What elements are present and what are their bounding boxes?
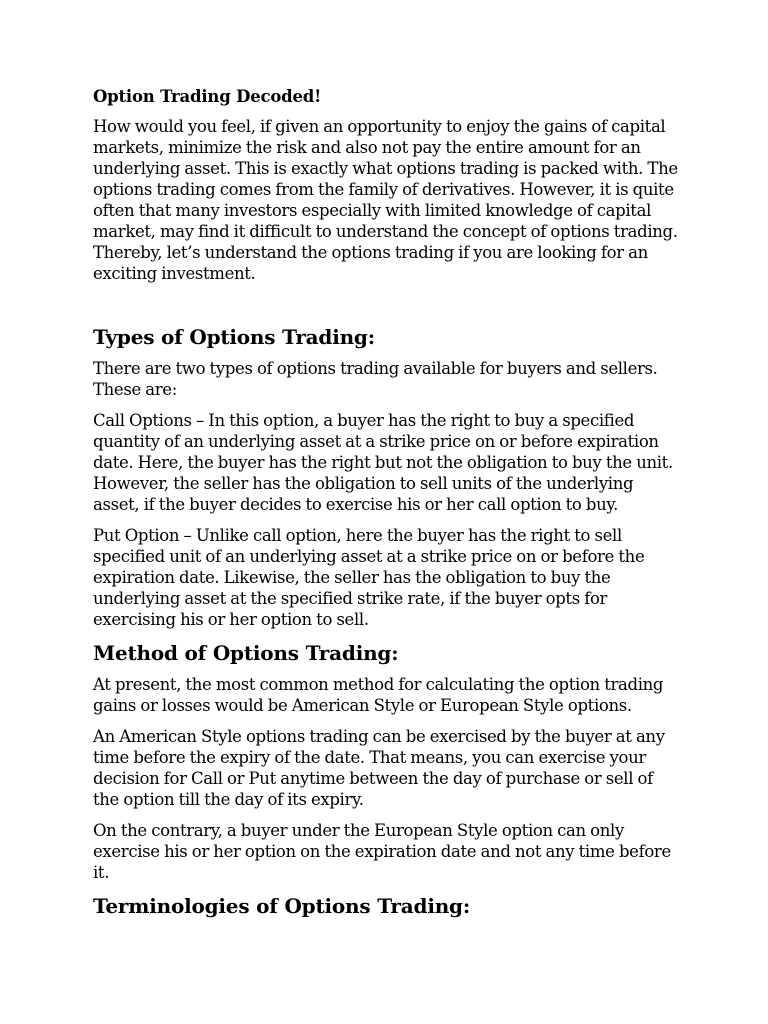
types-intro-paragraph: There are two types of options trading available for buyers and sellers. These are: <box>93 359 658 399</box>
document-page <box>93 86 678 927</box>
section-heading-terminologies: Terminologies of Options Trading: <box>93 894 471 918</box>
section-spacer <box>93 294 678 324</box>
american-style-paragraph: An American Style options trading can be exercised by the buyer at any time before the expiry of the date. That means, you can exercise your decision for Call or Put anytime between the day of purchase or sell of the option till the day of its expiry. <box>93 727 665 809</box>
section-heading-method: Method of Options Trading: <box>93 641 399 665</box>
call-options-paragraph: Call Options – In this option, a buyer has the right to buy a specified quantity of an underlying asset at a strike price on or before expiration date. Here, the buyer has the right but not the obligation to buy the unit. However, the seller has the obligation to sell units of the underlying asset, if the buyer decides to exercise his or her call option to buy. <box>93 411 673 514</box>
document-title: Option Trading Decoded! <box>93 87 322 106</box>
method-intro-paragraph: At present, the most common method for calculating the option trading gains or losses would be American Style or European Style options. <box>93 675 664 715</box>
intro-paragraph: How would you feel, if given an opportunity to enjoy the gains of capital markets, minimize the risk and also not pay the entire amount for an underlying asset. This is exactly what options trading is packed with. The options trading comes from the family of derivatives. However, it is quite often that many investors especially with limited knowledge of capital market, may find it difficult to understand the concept of options trading. Thereby, let’s understand the options trading if you are looking for an exciting investment. <box>93 117 678 283</box>
section-method <box>93 640 678 883</box>
section-types <box>93 324 678 630</box>
section-terminologies <box>93 893 678 919</box>
european-style-paragraph: On the contrary, a buyer under the European Style option can only exercise his or her option on the expiration date and not any time before it. <box>93 821 671 882</box>
section-heading-types: Types of Options Trading: <box>93 325 375 349</box>
put-option-paragraph: Put Option – Unlike call option, here the buyer has the right to sell specified unit of an underlying asset at a strike price on or before the expiration date. Likewise, the seller has the obligation to buy the underlying asset at the specified strike rate, if the buyer opts for exercising his or her option to sell. <box>93 526 645 629</box>
